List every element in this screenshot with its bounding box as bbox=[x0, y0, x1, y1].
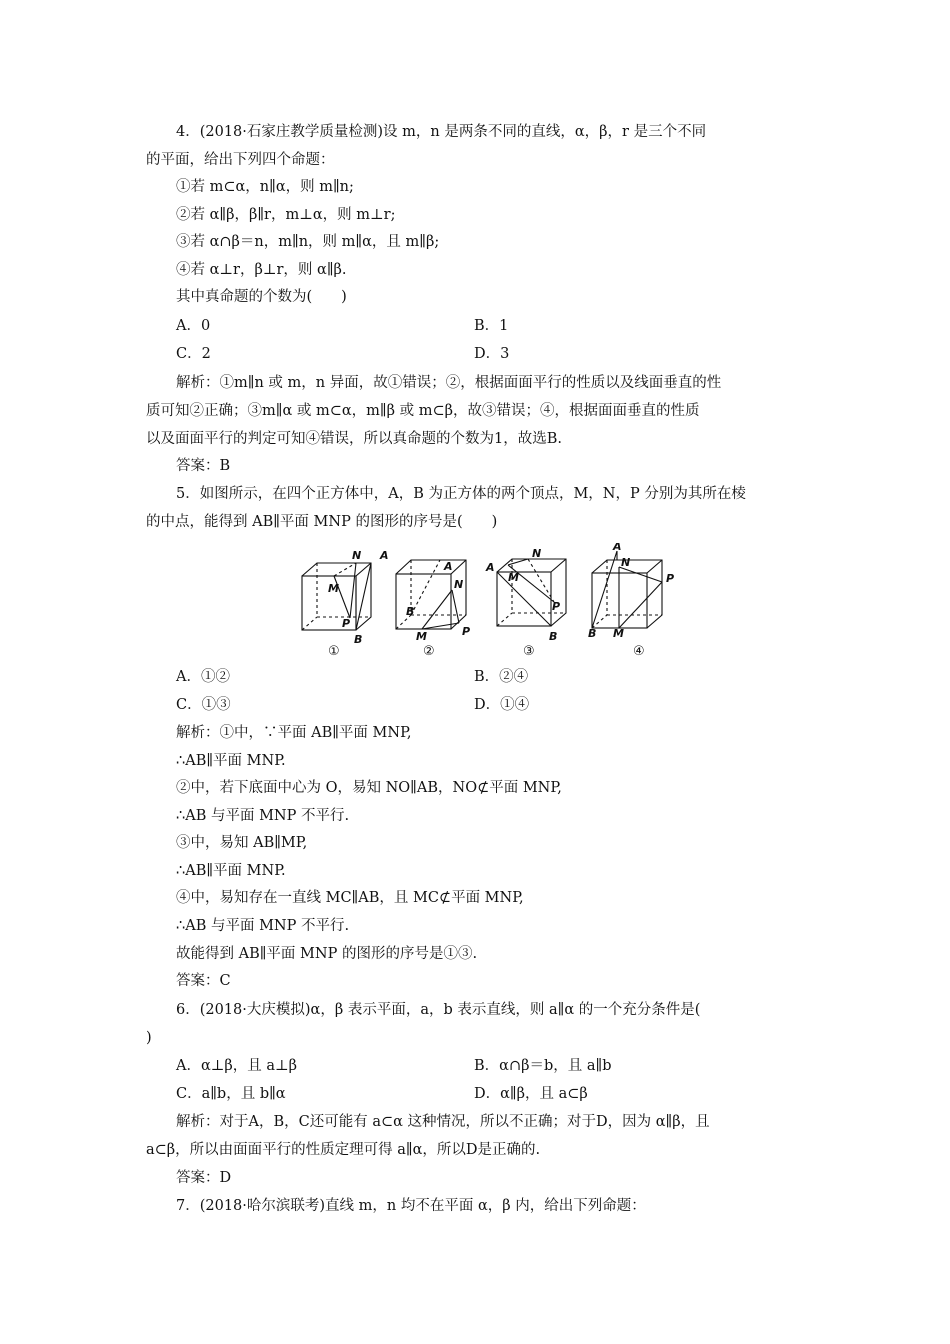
q6-option-c: C．a∥b，且 b∥α bbox=[176, 1086, 286, 1102]
fig2-label-m: M bbox=[416, 630, 427, 643]
fig3-label-n: N bbox=[532, 547, 542, 560]
q5-stem-line1: 5．如图所示，在四个正方体中，A，B 为正方体的两个顶点，M，N，P 分别为其所在棱 bbox=[176, 486, 746, 502]
q5-option-c: C．①③ bbox=[176, 697, 231, 713]
q6-option-d: D．α∥β，且 a⊂β bbox=[474, 1086, 588, 1102]
q6-stem-line2: ) bbox=[146, 1030, 152, 1046]
fig1-label-b: B bbox=[354, 633, 363, 646]
q5-option-b: B．②④ bbox=[474, 669, 529, 685]
fig3-label-p: P bbox=[552, 600, 561, 613]
q5-explanation-line8: ∴AB 与平面 MNP 不平行. bbox=[176, 918, 350, 934]
q4-option-b: B．1 bbox=[474, 318, 509, 334]
fig2-label-a: A bbox=[444, 560, 453, 573]
q5-explanation-line7: ④中，易知存在一直线 MC∥AB，且 MC⊄平面 MNP, bbox=[176, 890, 524, 906]
q4-proposition-3: ③若 α∩β＝n，m∥n，则 m∥α，且 m∥β; bbox=[176, 234, 440, 250]
fig1-label-n: N bbox=[352, 549, 362, 562]
fig4-label-p: P bbox=[666, 572, 675, 585]
q4-option-c: C．2 bbox=[176, 346, 211, 362]
fig1-label-m: M bbox=[328, 582, 339, 595]
q4-option-a: A．0 bbox=[176, 318, 211, 334]
cube-figure-2 bbox=[396, 560, 466, 629]
fig2-label-p: P bbox=[462, 625, 471, 638]
fig1-label-p: P bbox=[342, 617, 351, 630]
q6-stem-line1: 6．(2018·大庆模拟)α，β 表示平面，a，b 表示直线，则 a∥α 的一个充分条件是( bbox=[176, 1002, 701, 1018]
q6-answer: 答案：D bbox=[176, 1170, 232, 1186]
q4-stem-line2: 的平面，给出下列四个命题： bbox=[146, 152, 335, 168]
q4-explanation-line1: 解析：①m∥n 或 m，n 异面，故①错误；②，根据面面平行的性质以及线面垂直的性 bbox=[176, 375, 722, 391]
q5-explanation-line9: 故能得到 AB∥平面 MNP 的图形的序号是①③. bbox=[176, 946, 478, 962]
q5-explanation-line4: ∴AB 与平面 MNP 不平行. bbox=[176, 808, 350, 824]
fig2-label-n: N bbox=[454, 578, 464, 591]
fig3-label-a: A bbox=[486, 561, 495, 574]
q6-option-b: B．α∩β＝b，且 a∥b bbox=[474, 1058, 612, 1074]
q4-proposition-2: ②若 α∥β，β∥r，m⊥α，则 m⊥r; bbox=[176, 207, 396, 223]
fig4-label-b: B bbox=[588, 627, 597, 640]
fig3-label-b: B bbox=[549, 630, 558, 643]
q5-explanation-line5: ③中，易知 AB∥MP, bbox=[176, 835, 308, 851]
q6-explanation-line2: a⊂β，所以由面面平行的性质定理可得 a∥α，所以D是正确的. bbox=[146, 1142, 541, 1158]
q4-proposition-1: ①若 m⊂α，n∥α，则 m∥n; bbox=[176, 179, 354, 195]
q5-option-d: D．①④ bbox=[474, 697, 530, 713]
q4-explanation-line2: 质可知②正确；③m∥α 或 m⊂α，m∥β 或 m⊂β，故③错误；④，根据面面垂直的性质 bbox=[146, 403, 700, 419]
q4-proposition-4: ④若 α⊥r，β⊥r，则 α∥β. bbox=[176, 262, 347, 278]
q5-explanation-line1: 解析：①中，∵平面 AB∥平面 MNP, bbox=[176, 725, 412, 741]
q6-explanation-line1: 解析：对于A，B，C还可能有 a⊂α 这种情况，所以不正确；对于D，因为 α∥β，且 bbox=[176, 1114, 710, 1130]
q5-answer: 答案：C bbox=[176, 973, 231, 989]
fig-caption-3: ③ bbox=[523, 644, 535, 658]
q4-explanation-line3: 以及面面平行的判定可知④错误，所以真命题的个数为1，故选B. bbox=[146, 431, 562, 447]
cube-figures bbox=[296, 543, 696, 658]
q4-question: 其中真命题的个数为( ) bbox=[176, 289, 347, 305]
q6-option-a: A．α⊥β，且 a⊥β bbox=[176, 1058, 298, 1074]
cube-figure-1 bbox=[302, 563, 371, 630]
fig1-label-a: A bbox=[380, 549, 389, 562]
q5-explanation-line2: ∴AB∥平面 MNP. bbox=[176, 753, 286, 769]
q5-explanation-line3: ②中，若下底面中心为 O，易知 NO∥AB，NO⊄平面 MNP, bbox=[176, 780, 562, 796]
fig3-label-m: M bbox=[508, 571, 519, 584]
fig4-label-m: M bbox=[613, 627, 624, 640]
q5-option-a: A．①② bbox=[176, 669, 230, 685]
q4-answer: 答案：B bbox=[176, 458, 231, 474]
fig4-label-a: A bbox=[613, 543, 622, 553]
fig-caption-4: ④ bbox=[633, 644, 645, 658]
fig2-label-b: B bbox=[406, 605, 415, 618]
q4-stem-line1: 4．(2018·石家庄教学质量检测)设 m，n 是两条不同的直线，α，β，r 是三个不同 bbox=[176, 124, 707, 140]
q7-stem-line1: 7．(2018·哈尔滨联考)直线 m，n 均不在平面 α，β 内，给出下列命题： bbox=[176, 1198, 646, 1214]
fig4-label-n: N bbox=[621, 556, 631, 569]
fig-caption-2: ② bbox=[423, 644, 435, 658]
q5-stem-line2: 的中点，能得到 AB∥平面 MNP 的图形的序号是( ) bbox=[146, 514, 498, 530]
cube-figure-3 bbox=[497, 559, 566, 626]
fig-caption-1: ① bbox=[328, 644, 340, 658]
q4-option-d: D．3 bbox=[474, 346, 510, 362]
q5-explanation-line6: ∴AB∥平面 MNP. bbox=[176, 863, 286, 879]
